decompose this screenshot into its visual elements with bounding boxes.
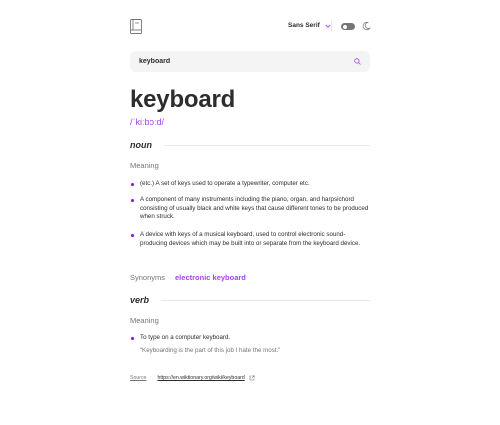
moon-icon[interactable]: [362, 21, 371, 31]
section-divider: [164, 145, 370, 146]
verb-definitions: [130, 334, 370, 343]
external-link-icon[interactable]: [249, 375, 255, 381]
header-divider: [331, 20, 332, 32]
synonyms-row: [130, 273, 246, 282]
phonetic-text: /ˈkiːbɔːd/: [130, 117, 165, 127]
definition-item: (etc.) A set of keys used to operate a typewriter, computer etc.: [130, 180, 370, 189]
part-of-speech-verb: verb: [130, 295, 150, 305]
verb-heading-row: [130, 294, 370, 306]
word-title: keyboard: [130, 86, 236, 113]
font-family-label: Sans Serif: [288, 22, 320, 29]
part-of-speech-noun: noun: [130, 140, 152, 150]
noun-definitions: [130, 180, 370, 189]
source-row: [130, 375, 255, 381]
definition-item: To type on a computer keyboard.: [130, 334, 370, 343]
source-label: Source: [130, 375, 147, 381]
definition-item: A device with keys of a musical keyboard, used to control electronic sound-producing devices which may be built into or separate from the keyboard device.: [130, 231, 370, 248]
noun-meaning-label: Meaning: [130, 161, 159, 170]
font-family-dropdown[interactable]: [288, 22, 331, 29]
noun-heading-row: [130, 139, 370, 151]
search-input[interactable]: [139, 51, 339, 72]
search-bar: [130, 51, 370, 72]
noun-definitions-3: [130, 231, 370, 248]
app-header: [130, 19, 370, 35]
toggle-knob: [343, 25, 347, 29]
synonym-link[interactable]: electronic keyboard: [175, 273, 246, 282]
noun-definitions-2: [130, 196, 370, 222]
section-divider: [161, 300, 370, 301]
source-link[interactable]: https://en.wiktionary.org/wiki/keyboard: [157, 375, 245, 381]
definition-item: A component of many instruments including the piano, organ, and harpsichord consisting of usually black and white keys that cause different tones to be produced when struck.: [130, 196, 370, 222]
search-icon[interactable]: [354, 58, 361, 65]
synonyms-label: Synonyms: [130, 273, 166, 282]
example-sentence: “Keyboarding is the part of this job I hate the most.”: [140, 347, 281, 354]
book-icon: [130, 19, 142, 34]
chevron-down-icon: [325, 23, 331, 29]
verb-meaning-label: Meaning: [130, 316, 159, 325]
theme-toggle[interactable]: [341, 23, 355, 30]
